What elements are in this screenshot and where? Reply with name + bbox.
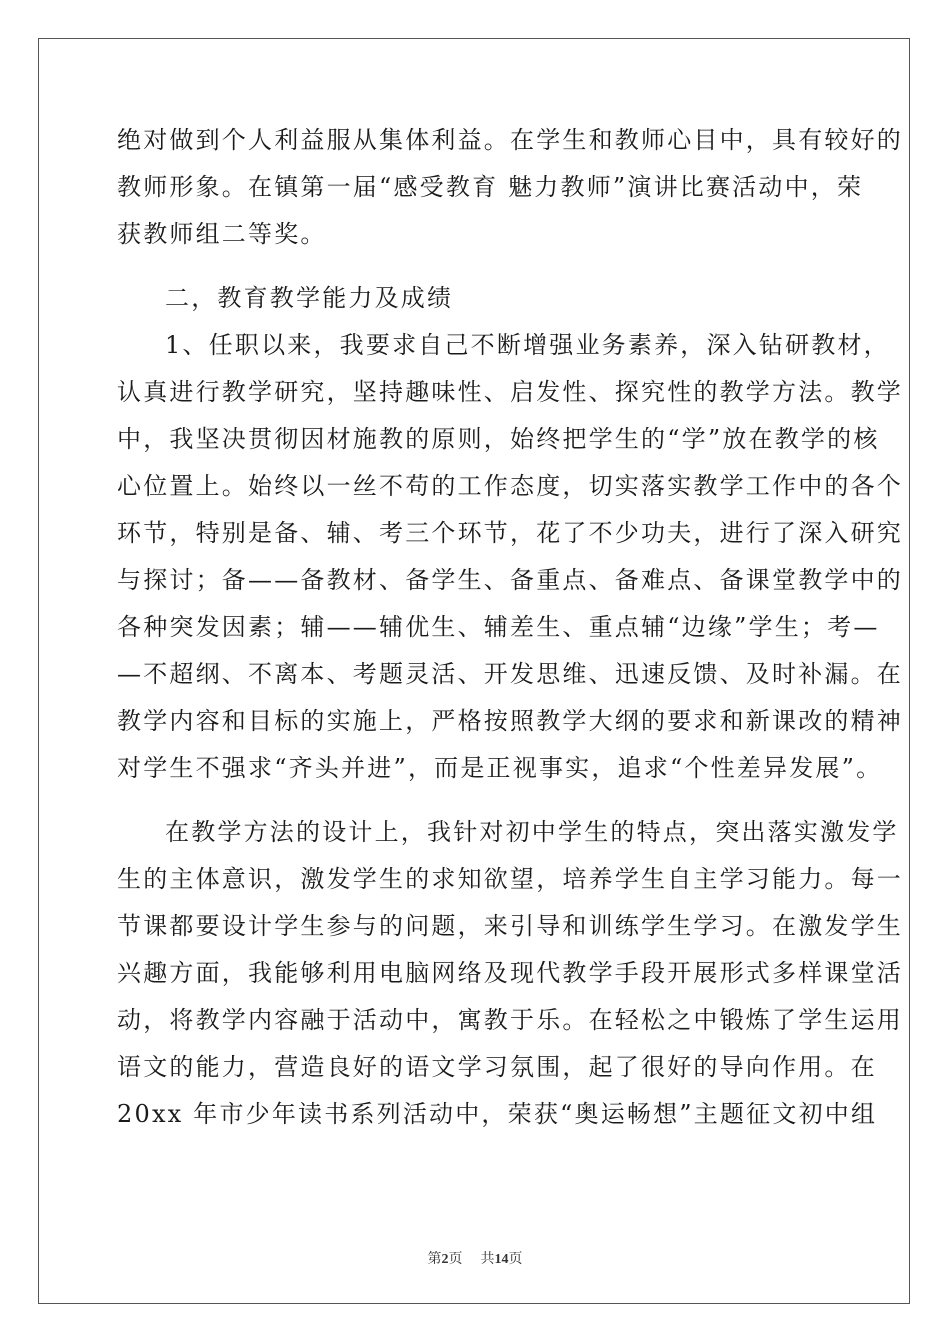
page-footer xyxy=(0,1248,950,1268)
footer-total-prefix: 共 xyxy=(480,1252,495,1267)
text-line: 生的主体意识，激发学生的求知欲望，培养学生自主学习能力。每一 xyxy=(117,865,903,893)
text-line: 各种突发因素；辅——辅优生、辅差生、重点辅“边缘”学生；考— xyxy=(117,613,880,641)
text-line: 语文的能力，营造良好的语文学习氛围，起了很好的导向作用。在 xyxy=(117,1053,877,1081)
total-pages-number: 14 xyxy=(494,1252,509,1267)
footer-total-unit: 页 xyxy=(508,1252,523,1267)
footer-page-unit: 页 xyxy=(448,1252,463,1267)
text-line: 环节，特别是备、辅、考三个环节，花了不少功夫，进行了深入研究 xyxy=(117,519,903,547)
text-line: 1、任职以来，我要求自己不断增强业务素养，深入钻研教材， xyxy=(165,331,890,359)
text-line: 获教师组二等奖。 xyxy=(117,220,327,248)
text-line: 心位置上。始终以一丝不苟的工作态度，切实落实教学工作中的各个 xyxy=(117,472,903,500)
text-line: 教学内容和目标的实施上，严格按照教学大纲的要求和新课改的精神 xyxy=(117,707,903,735)
section-heading: 二，教育教学能力及成绩 xyxy=(165,284,454,312)
text-line: 动，将教学内容融于活动中，寓教于乐。在轻松之中锻炼了学生运用 xyxy=(117,1006,903,1034)
footer-prefix: 第 xyxy=(427,1252,442,1267)
text-line: 在教学方法的设计上，我针对初中学生的特点，突出落实激发学 xyxy=(165,818,899,846)
text-line: —不超纲、不离本、考题灵活、开发思维、迅速反馈、及时补漏。在 xyxy=(117,660,903,688)
text-line: 认真进行教学研究，坚持趣味性、启发性、探究性的教学方法。教学 xyxy=(117,378,903,406)
text-line: 教师形象。在镇第一届“感受教育 魅力教师”演讲比赛活动中，荣 xyxy=(117,173,864,201)
text-line: 节课都要设计学生参与的问题，来引导和训练学生学习。在激发学生 xyxy=(117,912,903,940)
document-body xyxy=(117,126,903,1149)
text-line: 兴趣方面，我能够利用电脑网络及现代教学手段开展形式多样课堂活 xyxy=(117,959,903,987)
text-line: 与探讨；备——备教材、备学生、备重点、备难点、备课堂教学中的 xyxy=(117,566,903,594)
text-line: 20xx 年市少年读书系列活动中，荣获“奥运畅想”主题征文初中组 xyxy=(117,1100,878,1128)
current-page-number: 2 xyxy=(441,1252,449,1267)
text-line: 中，我坚决贯彻因材施教的原则，始终把学生的“学”放在教学的核 xyxy=(117,425,880,453)
text-line: 对学生不强求“齐头并进”，而是正视事实，追求“个性差异发展”。 xyxy=(117,754,883,782)
text-line: 绝对做到个人利益服从集体利益。在学生和教师心目中，具有较好的 xyxy=(117,126,903,154)
